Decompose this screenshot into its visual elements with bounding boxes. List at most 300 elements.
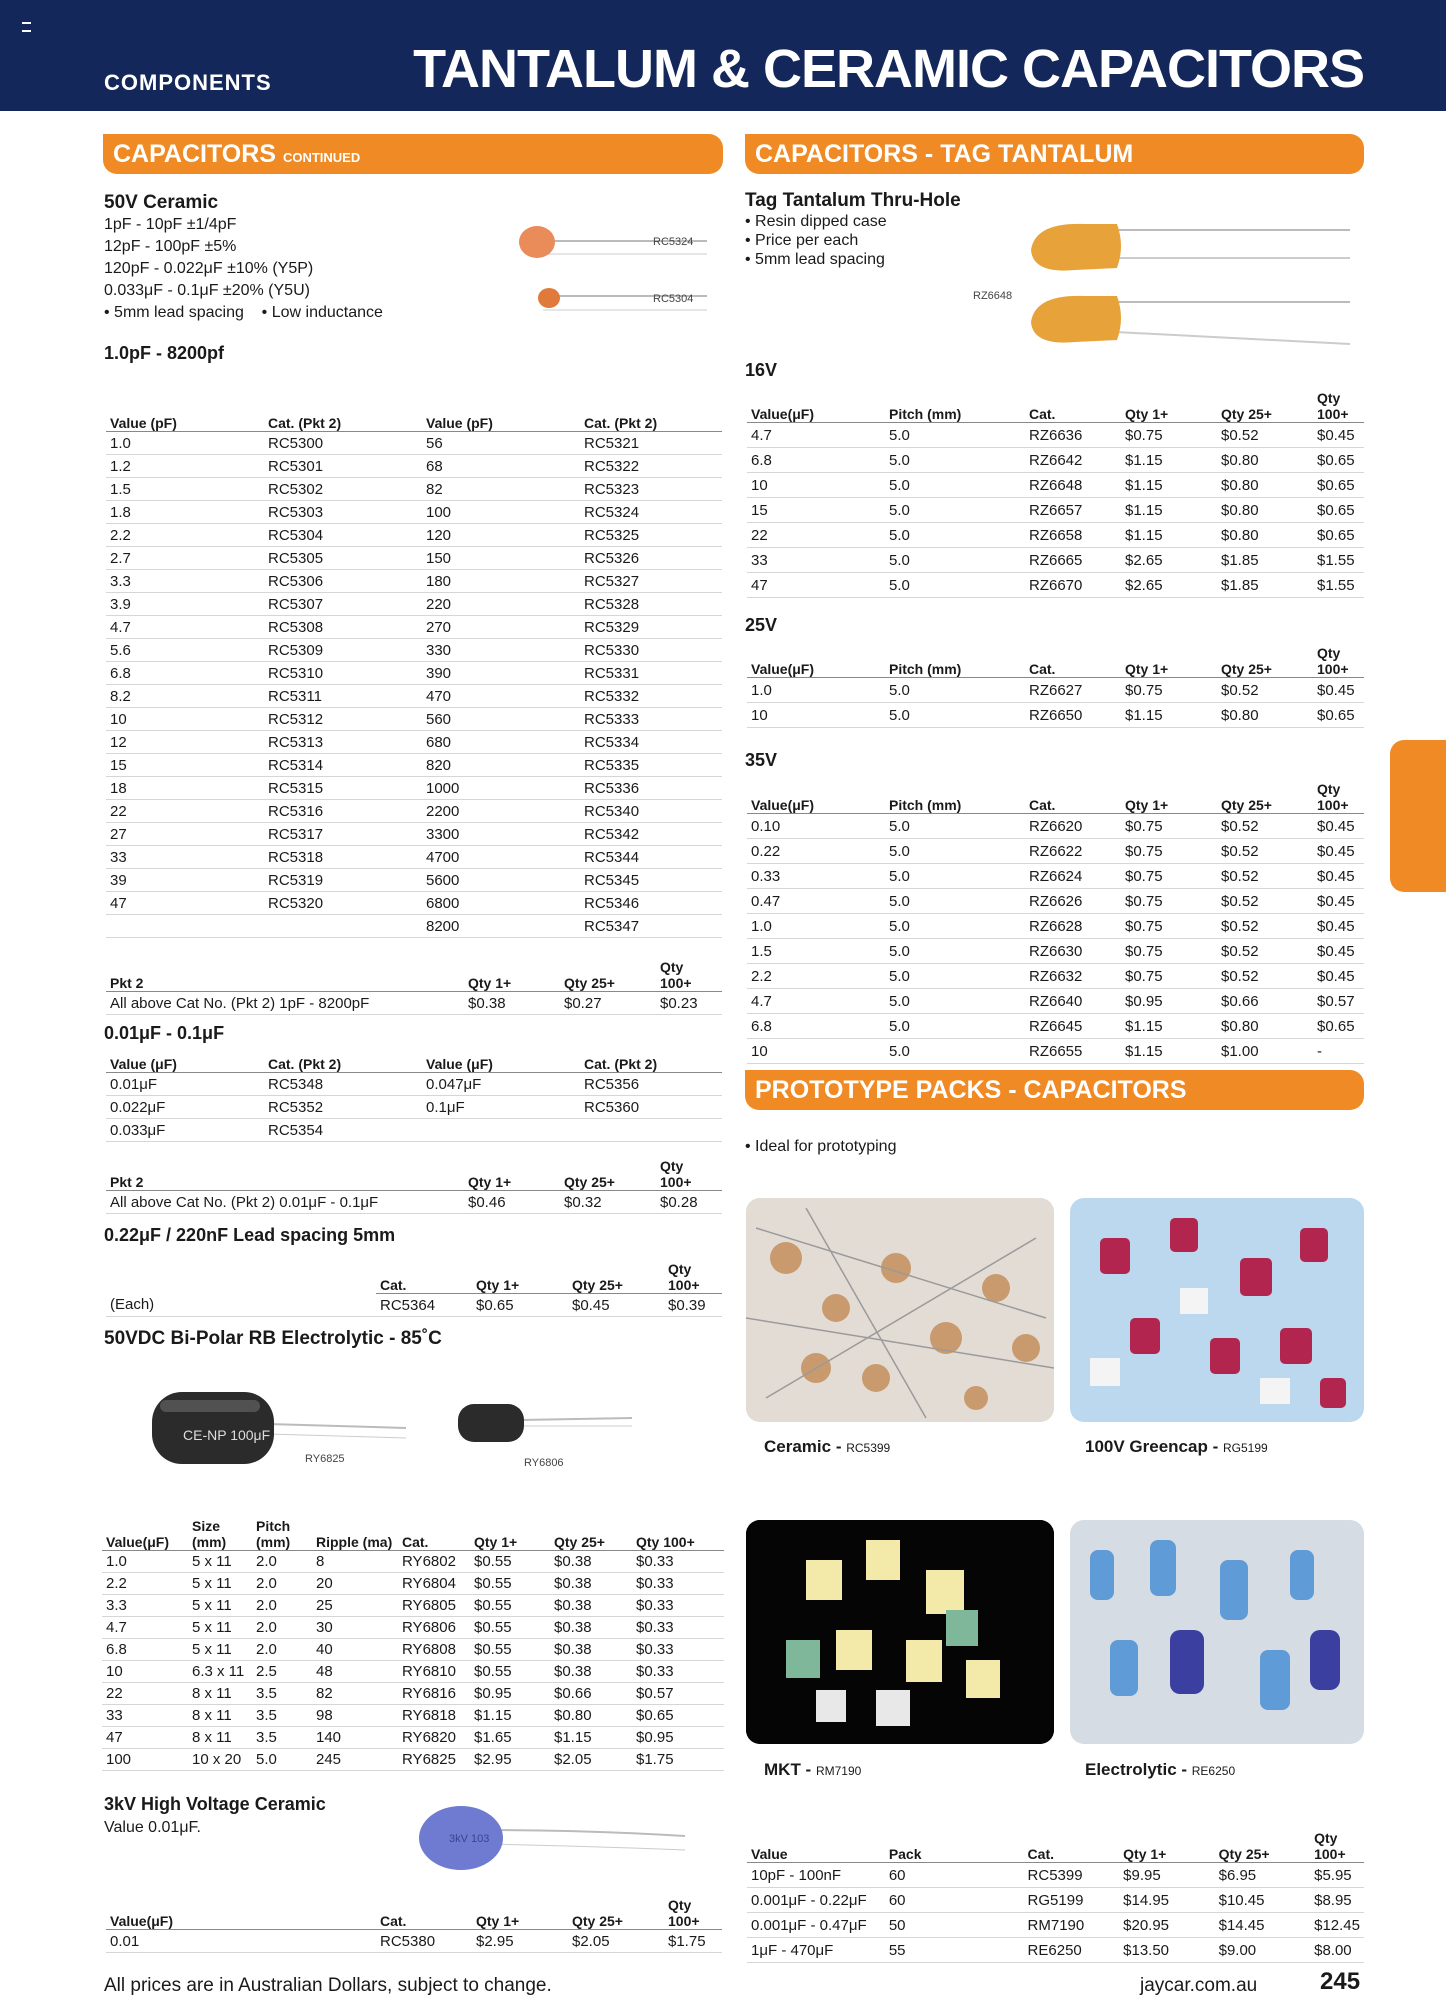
table-row bbox=[106, 1294, 722, 1317]
cell: 48 bbox=[312, 1660, 398, 1682]
col-header: Cat. (Pkt 2) bbox=[264, 411, 422, 432]
cell: 33 bbox=[102, 1704, 188, 1726]
cell: $0.75 bbox=[1121, 864, 1217, 889]
table-row bbox=[102, 1726, 724, 1748]
table-row bbox=[102, 1660, 724, 1682]
cell: $0.52 bbox=[1217, 914, 1313, 939]
table-row bbox=[102, 1594, 724, 1616]
cell: 2.2 bbox=[102, 1572, 188, 1594]
proto-table bbox=[747, 1830, 1364, 1963]
cell: $0.95 bbox=[470, 1682, 550, 1704]
col-header: Cat. bbox=[1025, 390, 1121, 423]
cell: 3.9 bbox=[106, 593, 264, 616]
cell: $0.38 bbox=[550, 1660, 632, 1682]
cell: RC5346 bbox=[580, 892, 722, 915]
cell: RC5324 bbox=[580, 501, 722, 524]
col-header: Value(μF) bbox=[102, 1512, 188, 1550]
cell: $10.45 bbox=[1215, 1888, 1311, 1913]
cell: $0.95 bbox=[1121, 989, 1217, 1014]
cell: $2.65 bbox=[1121, 548, 1217, 573]
pack-caption bbox=[764, 1437, 890, 1457]
table-25v bbox=[747, 645, 1364, 728]
table-row bbox=[106, 708, 722, 731]
cell: 3.3 bbox=[106, 570, 264, 593]
cell: 82 bbox=[312, 1682, 398, 1704]
cell: RZ6650 bbox=[1025, 703, 1121, 728]
table-row bbox=[106, 547, 722, 570]
ceramic-table bbox=[106, 411, 722, 938]
image-label: RC5304 bbox=[653, 293, 694, 305]
cell: RC5326 bbox=[580, 547, 722, 570]
image-label: RC5324 bbox=[653, 236, 694, 248]
cell: 1μF - 470μF bbox=[747, 1938, 885, 1963]
cell: $0.32 bbox=[560, 1191, 656, 1214]
cell: $1.55 bbox=[1313, 573, 1364, 598]
col-header: Pitch (mm) bbox=[885, 781, 1025, 814]
cell: 6.3 x 11 bbox=[188, 1660, 252, 1682]
cell: RC5300 bbox=[264, 432, 422, 455]
cell: RC5345 bbox=[580, 869, 722, 892]
cell: 2.2 bbox=[106, 524, 264, 547]
col-header: Qty 25+ bbox=[560, 1158, 656, 1191]
spec-line: 12pF - 100pF ±5% bbox=[104, 238, 237, 255]
cell: 2.0 bbox=[252, 1594, 312, 1616]
table-row bbox=[102, 1704, 724, 1726]
cell: $2.05 bbox=[568, 1930, 664, 1953]
spec-line: 120pF - 0.022μF ±10% (Y5P) bbox=[104, 260, 314, 277]
cell: $0.45 bbox=[1313, 678, 1364, 703]
cell: $0.38 bbox=[550, 1594, 632, 1616]
table-row bbox=[747, 914, 1364, 939]
col-header: Qty 25+ bbox=[550, 1512, 632, 1550]
cell: 5.0 bbox=[885, 989, 1025, 1014]
cell: 82 bbox=[422, 478, 580, 501]
voltage-16v: 16V bbox=[745, 360, 778, 380]
cell: RC5356 bbox=[580, 1073, 722, 1096]
table-row bbox=[747, 1039, 1364, 1064]
cell: 8 bbox=[312, 1550, 398, 1572]
table-row bbox=[747, 839, 1364, 864]
cell: 5.0 bbox=[885, 498, 1025, 523]
cell: $1.15 bbox=[1121, 1014, 1217, 1039]
cell: RC5348 bbox=[264, 1073, 422, 1096]
table-row bbox=[747, 1888, 1364, 1913]
cell: RC5305 bbox=[264, 547, 422, 570]
cell: RC5344 bbox=[580, 846, 722, 869]
cell: $0.65 bbox=[1313, 498, 1364, 523]
cell: RC5321 bbox=[580, 432, 722, 455]
voltage-25v: 25V bbox=[745, 615, 778, 635]
table-row bbox=[106, 616, 722, 639]
pack-caption bbox=[1085, 1760, 1235, 1780]
cell: 120 bbox=[422, 524, 580, 547]
cell: 5.0 bbox=[885, 964, 1025, 989]
cell: $1.75 bbox=[632, 1748, 724, 1770]
cell: 5.0 bbox=[885, 548, 1025, 573]
cell: $0.52 bbox=[1217, 889, 1313, 914]
electrolytic-capacitor-icon bbox=[458, 1404, 524, 1442]
cell: 1.5 bbox=[747, 939, 885, 964]
cell: $0.55 bbox=[470, 1594, 550, 1616]
col-header: Qty 100+ bbox=[1310, 1830, 1364, 1863]
cell: 140 bbox=[312, 1726, 398, 1748]
cell: $1.15 bbox=[1121, 448, 1217, 473]
cell: RC5317 bbox=[264, 823, 422, 846]
col-header: Value(μF) bbox=[747, 781, 885, 814]
cell: $0.65 bbox=[1313, 473, 1364, 498]
cell: $1.75 bbox=[664, 1930, 722, 1953]
col-header: Qty 100+ bbox=[1313, 645, 1364, 678]
pack-cat: RG5199 bbox=[1222, 1441, 1268, 1455]
cell: 0.022μF bbox=[106, 1096, 264, 1119]
col-header: Value bbox=[747, 1830, 885, 1863]
tag-intro bbox=[745, 190, 1045, 269]
hv-sub: Value 0.01μF. bbox=[104, 1819, 201, 1836]
cell: RZ6665 bbox=[1025, 548, 1121, 573]
lead bbox=[1115, 332, 1350, 344]
cell: 3.5 bbox=[252, 1726, 312, 1748]
table-row bbox=[106, 869, 722, 892]
cell: $0.52 bbox=[1217, 964, 1313, 989]
cell: $0.55 bbox=[470, 1638, 550, 1660]
col-header: Value (μF) bbox=[422, 1052, 580, 1073]
cell: 4.7 bbox=[106, 616, 264, 639]
cell: $0.38 bbox=[464, 992, 560, 1015]
cell: 180 bbox=[422, 570, 580, 593]
cell: RC5336 bbox=[580, 777, 722, 800]
cell: 270 bbox=[422, 616, 580, 639]
cell: 8 x 11 bbox=[188, 1682, 252, 1704]
cell: RY6818 bbox=[398, 1704, 470, 1726]
cell: 2.0 bbox=[252, 1638, 312, 1660]
table-row bbox=[106, 1073, 722, 1096]
lead bbox=[485, 1844, 685, 1850]
cell: RY6806 bbox=[398, 1616, 470, 1638]
cell: 5 x 11 bbox=[188, 1550, 252, 1572]
cell: $0.75 bbox=[1121, 889, 1217, 914]
col-header: Qty 25+ bbox=[560, 959, 656, 992]
col-header: Cat. bbox=[1024, 1830, 1120, 1863]
cell: 10 x 20 bbox=[188, 1748, 252, 1770]
cell: $0.57 bbox=[632, 1682, 724, 1704]
cell: 40 bbox=[312, 1638, 398, 1660]
cell: RZ6642 bbox=[1025, 448, 1121, 473]
cell: RZ6670 bbox=[1025, 573, 1121, 598]
cell: 5.0 bbox=[885, 814, 1025, 839]
cell: $0.80 bbox=[1217, 1014, 1313, 1039]
cell: 30 bbox=[312, 1616, 398, 1638]
cell: $0.52 bbox=[1217, 423, 1313, 448]
cell: $1.85 bbox=[1217, 573, 1313, 598]
col-header: Qty 1+ bbox=[470, 1512, 550, 1550]
col-header: Cat. bbox=[1025, 645, 1121, 678]
cell: RC5334 bbox=[580, 731, 722, 754]
cell: RC5316 bbox=[264, 800, 422, 823]
col-header: Value (μF) bbox=[106, 1052, 264, 1073]
cell: RM7190 bbox=[1024, 1913, 1120, 1938]
table-row bbox=[747, 523, 1364, 548]
range2-price-table bbox=[106, 1158, 722, 1214]
banner-label: PROTOTYPE PACKS - CAPACITORS bbox=[755, 1076, 1187, 1104]
pack-name: MKT - bbox=[764, 1760, 816, 1779]
cell: $0.52 bbox=[1217, 678, 1313, 703]
bullet: • Price per each bbox=[745, 232, 859, 249]
col-header: Pack bbox=[885, 1830, 1024, 1863]
cell: 0.001μF - 0.47μF bbox=[747, 1913, 885, 1938]
cell: 245 bbox=[312, 1748, 398, 1770]
cell: RY6808 bbox=[398, 1638, 470, 1660]
cell: RC5360 bbox=[580, 1096, 722, 1119]
col-header: Qty 1+ bbox=[1121, 645, 1217, 678]
table-row bbox=[747, 473, 1364, 498]
table-row bbox=[106, 685, 722, 708]
cell: $0.33 bbox=[632, 1550, 724, 1572]
table-row bbox=[102, 1550, 724, 1572]
pack-caption bbox=[1085, 1437, 1268, 1457]
cell: 8 x 11 bbox=[188, 1704, 252, 1726]
cell: 150 bbox=[422, 547, 580, 570]
cell: RC5330 bbox=[580, 639, 722, 662]
col-header: Qty 25+ bbox=[568, 1897, 664, 1930]
cell: 10pF - 100nF bbox=[747, 1863, 885, 1888]
cell: $0.46 bbox=[464, 1191, 560, 1214]
table-row bbox=[106, 1191, 722, 1214]
page-header bbox=[0, 0, 1446, 111]
col-header: Cat. (Pkt 2) bbox=[580, 1052, 722, 1073]
cell: 1.0 bbox=[747, 678, 885, 703]
cell: 5.0 bbox=[885, 448, 1025, 473]
table-row bbox=[747, 573, 1364, 598]
cell: 5.0 bbox=[885, 473, 1025, 498]
cell: 470 bbox=[422, 685, 580, 708]
table-row bbox=[106, 754, 722, 777]
cell: 5.0 bbox=[252, 1748, 312, 1770]
hv-title: 3kV High Voltage Ceramic bbox=[104, 1794, 326, 1814]
col-header: Pitch (mm) bbox=[252, 1512, 312, 1550]
table-row bbox=[747, 1938, 1364, 1963]
col-header: Cat. (Pkt 2) bbox=[580, 411, 722, 432]
cell: 2.5 bbox=[252, 1660, 312, 1682]
cell: RZ6657 bbox=[1025, 498, 1121, 523]
cell: $0.75 bbox=[1121, 914, 1217, 939]
cell: $0.38 bbox=[550, 1616, 632, 1638]
table-row bbox=[106, 777, 722, 800]
col-header: Value (pF) bbox=[422, 411, 580, 432]
cell: RC5342 bbox=[580, 823, 722, 846]
banner-label: CAPACITORS - TAG TANTALUM bbox=[755, 140, 1134, 168]
bullet: • Resin dipped case bbox=[745, 213, 887, 230]
table-row bbox=[106, 501, 722, 524]
cell: RC5340 bbox=[580, 800, 722, 823]
cell: RC5302 bbox=[264, 478, 422, 501]
cell: $0.45 bbox=[1313, 423, 1364, 448]
cell: $0.45 bbox=[1313, 914, 1364, 939]
col-header: Qty 100+ bbox=[656, 1158, 722, 1191]
photo-electrolytic-pack bbox=[1070, 1520, 1364, 1744]
cell: 1000 bbox=[422, 777, 580, 800]
cell: $0.65 bbox=[472, 1294, 568, 1317]
table-row bbox=[102, 1572, 724, 1594]
col-header bbox=[106, 1261, 376, 1294]
cell: $0.45 bbox=[568, 1294, 664, 1317]
cell: RC5331 bbox=[580, 662, 722, 685]
table-row bbox=[747, 864, 1364, 889]
cell: RY6804 bbox=[398, 1572, 470, 1594]
proto-bullet: • Ideal for prototyping bbox=[745, 1138, 897, 1155]
cell: RC5328 bbox=[580, 593, 722, 616]
cell: RC5304 bbox=[264, 524, 422, 547]
cell: 22 bbox=[102, 1682, 188, 1704]
cell: RC5320 bbox=[264, 892, 422, 915]
table-16v bbox=[747, 390, 1364, 598]
cell: 4700 bbox=[422, 846, 580, 869]
cell: RG5199 bbox=[1024, 1888, 1120, 1913]
cell: 10 bbox=[102, 1660, 188, 1682]
cell: - bbox=[1313, 1039, 1364, 1064]
cell: $0.55 bbox=[470, 1616, 550, 1638]
cell: 2.0 bbox=[252, 1616, 312, 1638]
footer-site-link[interactable]: jaycar.com.au bbox=[1140, 1975, 1258, 1996]
table-row bbox=[106, 1119, 722, 1142]
cell: $1.15 bbox=[470, 1704, 550, 1726]
pack-cat: RM7190 bbox=[815, 1764, 862, 1778]
cell: 68 bbox=[422, 455, 580, 478]
bipolar-table bbox=[102, 1512, 724, 1771]
banner-sub: CONTINUED bbox=[282, 150, 361, 165]
cell: $0.65 bbox=[1313, 523, 1364, 548]
disc-capacitor-icon bbox=[519, 226, 555, 258]
table-row bbox=[747, 423, 1364, 448]
col-header: Qty 1+ bbox=[472, 1261, 568, 1294]
tantalum-bead-icon bbox=[1031, 296, 1121, 343]
cell: $0.66 bbox=[1217, 989, 1313, 1014]
cell: 0.01 bbox=[106, 1930, 376, 1953]
cell: RY6802 bbox=[398, 1550, 470, 1572]
col-header: Ripple (ma) bbox=[312, 1512, 398, 1550]
table-row bbox=[106, 1096, 722, 1119]
cell: $13.50 bbox=[1119, 1938, 1214, 1963]
cell: $1.15 bbox=[1121, 473, 1217, 498]
cell: 2.7 bbox=[106, 547, 264, 570]
lead bbox=[485, 1830, 685, 1836]
cell: 47 bbox=[102, 1726, 188, 1748]
cell: RZ6655 bbox=[1025, 1039, 1121, 1064]
cell: 0.001μF - 0.22μF bbox=[747, 1888, 885, 1913]
table-row bbox=[747, 448, 1364, 473]
cell: RY6805 bbox=[398, 1594, 470, 1616]
table-row bbox=[747, 1913, 1364, 1938]
cell: RZ6630 bbox=[1025, 939, 1121, 964]
cell: RC5310 bbox=[264, 662, 422, 685]
table-row bbox=[102, 1682, 724, 1704]
col-header: Cat. bbox=[376, 1897, 472, 1930]
range3-title: 0.22μF / 220nF Lead spacing 5mm bbox=[104, 1225, 396, 1245]
image-label: RZ6648 bbox=[973, 290, 1013, 302]
cell: $0.80 bbox=[1217, 498, 1313, 523]
cell: $0.33 bbox=[632, 1572, 724, 1594]
table-row bbox=[106, 570, 722, 593]
cell: RC5364 bbox=[376, 1294, 472, 1317]
cell: $0.95 bbox=[632, 1726, 724, 1748]
col-header: Qty 100+ bbox=[1313, 781, 1364, 814]
cell: 2200 bbox=[422, 800, 580, 823]
col-header: Qty 100+ bbox=[632, 1512, 724, 1550]
cell: 5 x 11 bbox=[188, 1572, 252, 1594]
table-row bbox=[106, 731, 722, 754]
cell: 6.8 bbox=[106, 662, 264, 685]
cell: 5 x 11 bbox=[188, 1616, 252, 1638]
cell: RC5335 bbox=[580, 754, 722, 777]
bullet: • 5mm lead spacing bbox=[104, 304, 244, 321]
cell: $0.80 bbox=[1217, 473, 1313, 498]
table-row bbox=[106, 800, 722, 823]
range2-table bbox=[106, 1052, 722, 1142]
cell: 5.0 bbox=[885, 1039, 1025, 1064]
cell: RC5332 bbox=[580, 685, 722, 708]
banner-tag-tantalum bbox=[745, 134, 1364, 174]
cell: RC5329 bbox=[580, 616, 722, 639]
table-row bbox=[747, 989, 1364, 1014]
page-number: 245 bbox=[1320, 1968, 1361, 1995]
greencap-pack-illustration bbox=[1070, 1198, 1364, 1422]
image-label: RY6825 bbox=[305, 1453, 345, 1465]
cell: 33 bbox=[106, 846, 264, 869]
cell: $1.15 bbox=[1121, 523, 1217, 548]
cell: $6.95 bbox=[1215, 1863, 1311, 1888]
ceramic-pack-illustration bbox=[746, 1198, 1054, 1422]
image-label: RY6806 bbox=[524, 1457, 564, 1469]
cell: RC5318 bbox=[264, 846, 422, 869]
cell: $0.52 bbox=[1217, 814, 1313, 839]
photo-mkt-pack bbox=[746, 1520, 1054, 1744]
spec-line: 1pF - 10pF ±1/4pF bbox=[104, 216, 237, 233]
cell: $0.75 bbox=[1121, 423, 1217, 448]
cell: 39 bbox=[106, 869, 264, 892]
cell: $8.95 bbox=[1310, 1888, 1364, 1913]
cell: RC5322 bbox=[580, 455, 722, 478]
hv-capacitor-image bbox=[415, 1800, 695, 1880]
cell: $9.00 bbox=[1215, 1938, 1311, 1963]
table-row bbox=[747, 1863, 1364, 1888]
electrolytic-pack-illustration bbox=[1070, 1520, 1364, 1744]
table-row bbox=[106, 823, 722, 846]
cell: $0.45 bbox=[1313, 889, 1364, 914]
col-header: Qty 1+ bbox=[1119, 1830, 1214, 1863]
cell: RZ6628 bbox=[1025, 914, 1121, 939]
col-header: Cat. bbox=[376, 1261, 472, 1294]
cell: 820 bbox=[422, 754, 580, 777]
col-header: Qty 1+ bbox=[464, 959, 560, 992]
col-header: Cat. bbox=[398, 1512, 470, 1550]
cell: 6800 bbox=[422, 892, 580, 915]
table-row bbox=[747, 498, 1364, 523]
cell: RZ6622 bbox=[1025, 839, 1121, 864]
lead bbox=[268, 1424, 406, 1428]
ceramic-50v-intro bbox=[104, 192, 434, 324]
cell: (Each) bbox=[106, 1294, 376, 1317]
cell: $0.65 bbox=[1313, 1014, 1364, 1039]
photo-ceramic-pack bbox=[746, 1198, 1054, 1422]
cell: 680 bbox=[422, 731, 580, 754]
cell: $0.33 bbox=[632, 1638, 724, 1660]
cell: 220 bbox=[422, 593, 580, 616]
cell: 60 bbox=[885, 1863, 1024, 1888]
cell bbox=[580, 1119, 722, 1142]
cell: 22 bbox=[106, 800, 264, 823]
cell: $0.45 bbox=[1313, 839, 1364, 864]
voltage-35v: 35V bbox=[745, 750, 778, 770]
col-header: Qty 100+ bbox=[1313, 390, 1364, 423]
